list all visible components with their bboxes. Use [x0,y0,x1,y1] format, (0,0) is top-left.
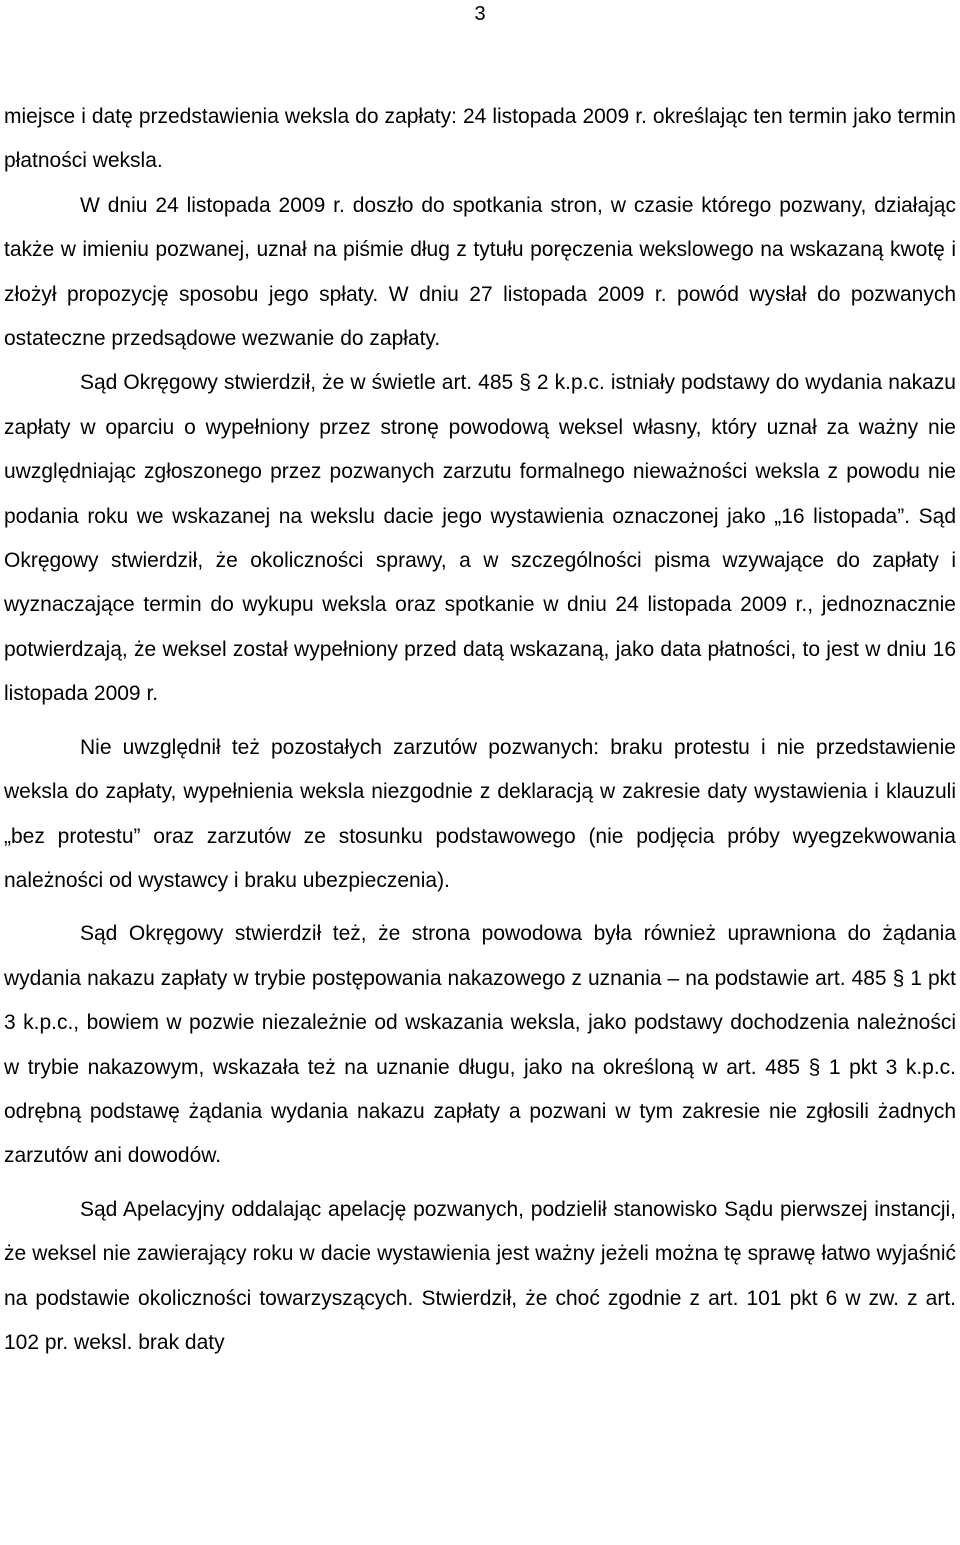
paragraph-2: W dniu 24 listopada 2009 r. doszło do spotkania stron, w czasie którego pozwany, działając także w imieniu pozwanej, uznał na piśmie dług z tytułu poręczenia wekslowego na wskazaną kwotę i złożył propozycję sposobu jego spłaty. W dniu 27 listopada 2009 r. powód wysłał do pozwanych ostateczne przedsądowe wezwanie do zapłaty. [4,193,956,351]
paragraph-5: Sąd Okręgowy stwierdził też, że strona powodowa była również uprawniona do żądania wydania nakazu zapłaty w trybie postępowania nakazowego z uznania – na podstawie art. 485 § 1 pkt 3 k.p.c., bowiem w pozwie niezależnie od wskazania weksla, jako podstawy dochodzenia należności w trybie nakazowym, wskazała też na uznanie długu, jako na określoną w art. 485 § 1 pkt 3 k.p.c. odrębną podstawę żądania wydania nakazu zapłaty a pozwani w tym zakresie nie zgłosili żadnych zarzutów ani dowodów. [4,922,956,1168]
paragraph-4: Nie uwzględnił też pozostałych zarzutów pozwanych: braku protestu i nie przedstawienie weksla do zapłaty, wypełnienia weksla niezgodnie z deklaracją w zakresie daty wystawienia i klauzuli „bez protestu” oraz zarzutów ze stosunku podstawowego (nie podjęcia próby wyegzekwowania należności od wystawcy i braku ubezpieczenia). [4,735,956,892]
document-body [4,95,956,1365]
paragraph-6: Sąd Apelacyjny oddalając apelację pozwanych, podzielił stanowisko Sądu pierwszej instancji, że weksel nie zawierający roku w dacie wystawienia jest ważny jeżeli można tę sprawę łatwo wyjaśnić na podstawie okoliczności towarzyszących. Stwierdził, że choć zgodnie z art. 101 pkt 6 w zw. z art. 102 pr. weksl. brak daty [4,1197,956,1354]
page-number: 3 [474,3,486,25]
paragraph-3: Sąd Okręgowy stwierdził, że w świetle art. 485 § 2 k.p.c. istniały podstawy do wydania nakazu zapłaty w oparciu o wypełniony przez stronę powodową weksel własny, który uznał za ważny nie uwzględniając zgłoszonego przez pozwanych zarzutu formalnego nieważności weksla z powodu nie podania roku we wskazanej na wekslu dacie jego wystawienia oznaczonej jako „16 listopada”. Sąd Okręgowy stwierdził, że okoliczności sprawy, a w szczególności pisma wzywające do zapłaty i wyznaczające termin do wykupu weksla oraz spotkanie w dniu 24 listopada 2009 r., jednoznacznie potwierdzają, że weksel został wypełniony przed datą wskazaną, jako data płatności, to jest w dniu 16 listopada 2009 r. [4,371,956,706]
paragraph-1: miejsce i datę przedstawienia weksla do zapłaty: 24 listopada 2009 r. określając ten termin jako termin płatności weksla. [4,105,956,173]
